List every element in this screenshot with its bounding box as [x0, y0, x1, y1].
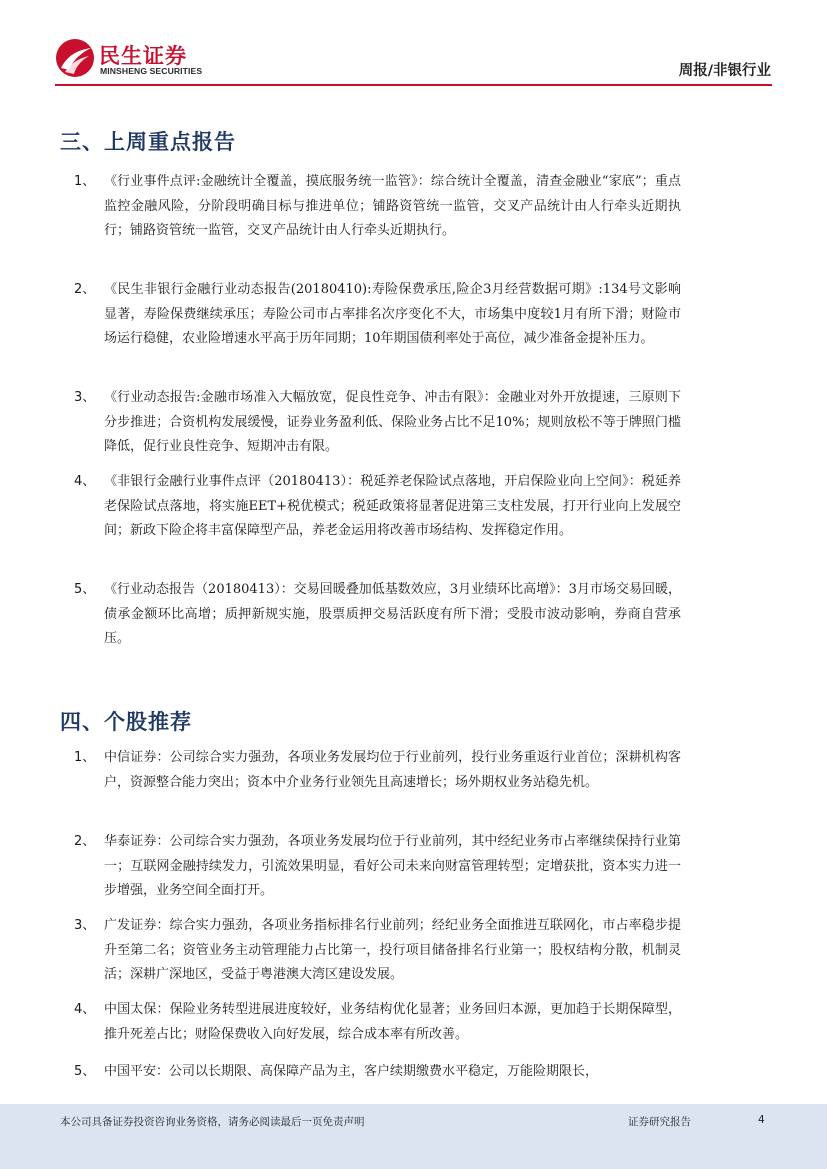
footer-disclaimer: 本公司具备证券投资咨询业务资格，请务必阅读最后一页免责声明	[60, 1116, 365, 1128]
item-text: 中信证券：公司综合实力强劲，各项业务发展均位于行业前列，投行业务重返行业首位；深耕机构客户，资源整合能力突出；资本中介业务行业领先且高速增长；场外期权业务站稳先机。	[104, 750, 681, 790]
minsheng-logo-icon	[55, 38, 95, 78]
item-text: 《行业动态报告:金融市场准入大幅放宽，促良性竞争、冲击有限》：金融业对外开放提速，三原则下分步推进；合资机构发展缓慢，证券业务盈利低、保险业务占比不足10%；规则放松不等于牌照门槛降低，促行业良性竞争、短期冲击有限。	[104, 390, 681, 454]
item-text: 《行业动态报告（20180413）：交易回暖叠加低基数效应，3月业绩环比高增》：3月市场交易回暖，债承金额环比高增；质押新规实施，股票质押交易活跃度有所下滑；受股市波动影响，券商自营承压。	[104, 582, 681, 646]
item-text: 中国平安：公司以长期限、高保障产品为主，客户续期缴费水平稳定，万能险期限长，	[104, 1064, 599, 1079]
footer-report-type: 证券研究报告	[628, 1116, 691, 1128]
page-number: 4	[758, 1114, 765, 1126]
item-text: 《民生非银行金融行业动态报告(20180410):寿险保费承压,险企3月经营数据可期》:134号文影响显著，寿险保费继续承压；寿险公司市占率排名次序变化不大，市场集中度较1月有所下滑；财险市场运行稳健，农业险增速水平高于历年同期；10年期国债利率处于高位，减少准备金提补压力。	[104, 282, 681, 346]
item-text: 广发证券：综合实力强劲，各项业务指标排名行业前列；经纪业务全面推进互联网化，市占率稳步提升至第二名；资管业务主动管理能力占比第一，投行项目储备排名行业第一；股权结构分散，机制灵活；深耕广深地区，受益于粤港澳大湾区建设发展。	[104, 918, 681, 982]
item-text: 《非银行金融行业事件点评（20180413）：税延养老保险试点落地，开启保险业向上空间》：税延养老保险试点落地，将实施EET+税优模式；税延政策将显著促进第三支柱发展，打开行业向上发展空间；新政下险企将丰富保障型产品，养老金运用将改善市场结构、发挥稳定作用。	[104, 474, 681, 538]
item-number: 1、	[74, 750, 96, 765]
section-title-key-reports: 三、上周重点报告	[60, 130, 236, 154]
document-type: 周报/非银行业	[678, 63, 771, 79]
company-logo	[55, 38, 205, 80]
item-number: 5、	[74, 582, 96, 597]
item-number: 3、	[74, 390, 96, 405]
page-footer	[0, 1104, 827, 1169]
logo-chinese-name: 民生证券	[99, 44, 187, 68]
item-number: 2、	[74, 834, 96, 849]
logo-english-name: MINSHENG SECURITIES	[100, 66, 203, 76]
item-text: 中国太保：保险业务转型进展进度较好，业务结构优化显著；业务回归本源，更加趋于长期保障型，推升死差占比；财险保费收入向好发展，综合成本率有所改善。	[104, 1002, 681, 1042]
item-number: 4、	[74, 1002, 96, 1017]
item-number: 1、	[74, 174, 96, 189]
item-number: 3、	[74, 918, 96, 933]
item-number: 4、	[74, 474, 96, 489]
item-number: 2、	[74, 282, 96, 297]
item-text: 华泰证券：公司综合实力强劲，各项业务发展均位于行业前列，其中经纪业务市占率继续保持行业第一；互联网金融持续发力，引流效果明显，看好公司未来向财富管理转型；定增获批，资本实力进一步增强，业务空间全面打开。	[104, 834, 681, 898]
section-title-stock-picks: 四、个股推荐	[60, 710, 192, 734]
item-text: 《行业事件点评:金融统计全覆盖，摸底服务统一监管》：综合统计全覆盖，清查金融业“家底”；重点监控金融风险，分阶段明确目标与推进单位；铺路资管统一监管，交叉产品统计由人行牵头近期执行；铺路资管统一监管，交叉产品统计由人行牵头近期执行。	[104, 174, 681, 238]
page-header	[0, 0, 827, 90]
header-divider	[55, 84, 772, 86]
item-number: 5、	[74, 1064, 96, 1079]
